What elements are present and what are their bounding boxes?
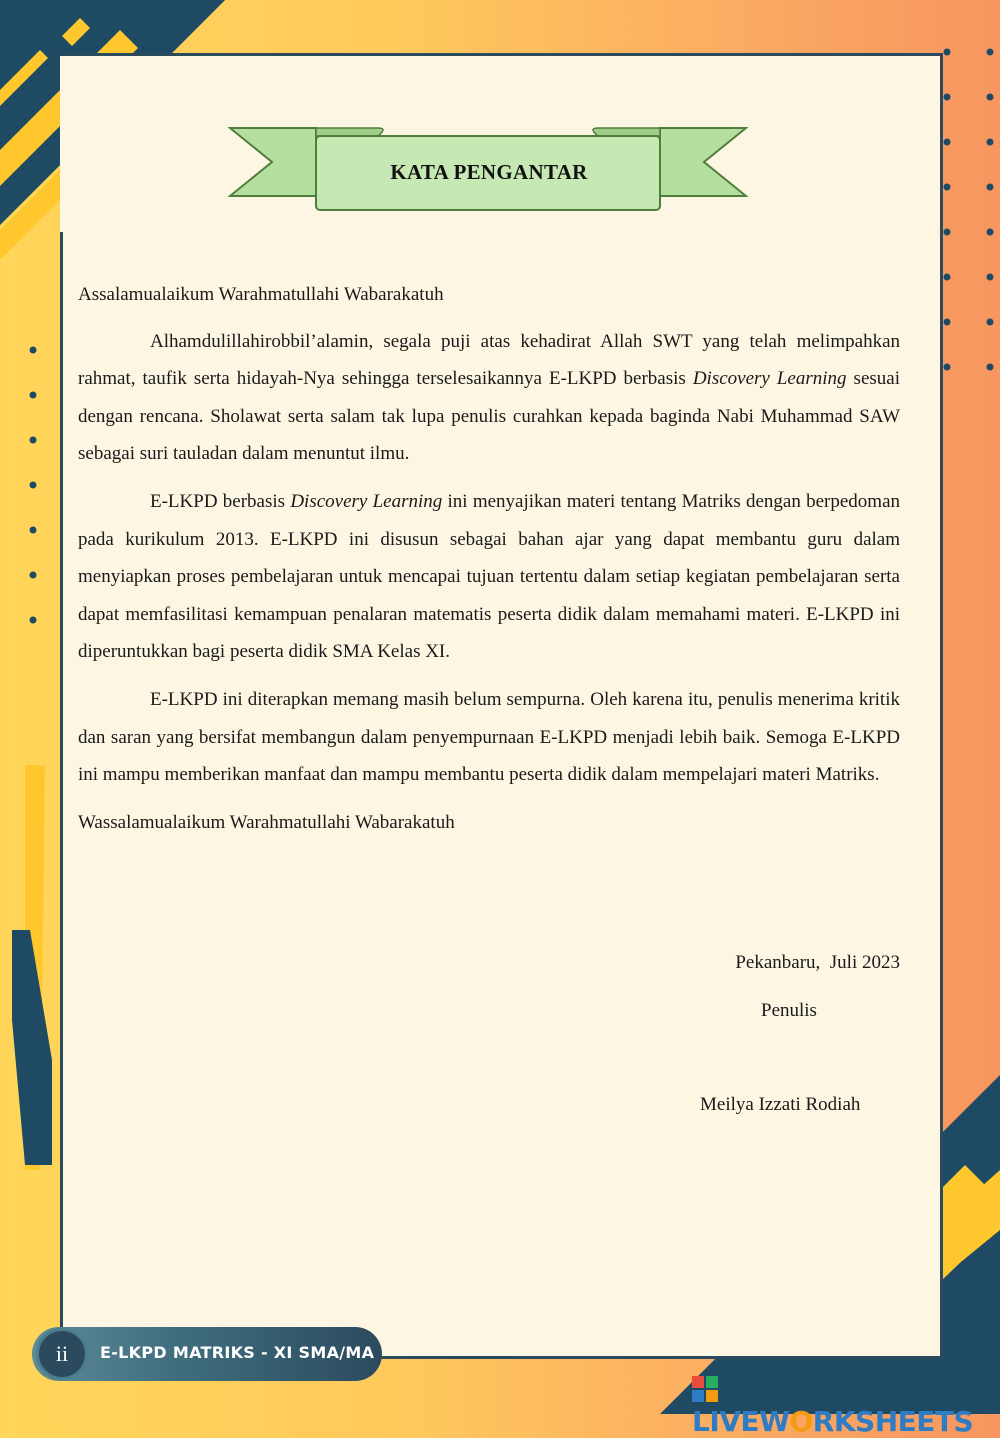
left-dots: [30, 347, 37, 624]
preface-content: [78, 276, 900, 841]
page-number: ii: [36, 1328, 88, 1380]
left-navy-bar: [12, 930, 52, 1165]
signature-name: Meilya Izzati Rodiah: [700, 1094, 861, 1115]
page-title: KATA PENGANTAR: [390, 160, 588, 184]
page-left-border: [60, 232, 63, 1353]
right-dots: [944, 49, 994, 371]
paragraph-3: E-LKPD ini diterapkan memang masih belum sempurna. Oleh karena itu, penulis menerima kritik dan saran yang bersifat membangun dalam penyempurnaan E-LKPD menjadi lebih baik. Semoga E-LKPD ini mampu memberikan manfaat dan mampu membantu peserta didik dalam mempelajari materi Matriks.: [78, 688, 900, 786]
paragraph-2: E-LKPD berbasis Discovery Learning ini menyajikan materi tentang Matriks dengan berpedoman pada kurikulum 2013. E-LKPD ini disusun sebagai bahan ajar yang dapat membantu guru dalam menyiapkan proses pembelajaran untuk mencapai tujuan tertentu dalam setiap kegiatan pembelajaran serta dapat memfasilitasi kemampuan penalaran matematis peserta didik dalam memahami materi. E-LKPD ini diperuntukkan bagi peserta didik SMA Kelas XI.: [78, 490, 901, 663]
signature-place-date: Pekanbaru, Juli 2023: [735, 952, 900, 973]
closing-greeting: Wassalamualaikum Warahmatullahi Wabarakatuh: [78, 811, 455, 833]
footer-label: E-LKPD MATRIKS - XI SMA/MA: [100, 1343, 375, 1362]
liveworksheets-icon: [692, 1376, 718, 1402]
signature-role: Penulis: [761, 1000, 817, 1021]
liveworksheets-watermark: LIVEWORKSHEETS: [692, 1374, 1000, 1406]
greeting: Assalamualaikum Warahmatullahi Wabarakatuh: [78, 284, 444, 305]
paragraph-1: Alhamdulillahirobbil’alamin, segala puji atas kehadirat Allah SWT yang telah melimpahkan rahmat, taufik serta hidayah-Nya sehingga terselesaikannya E-LKPD berbasis Discovery Learning sesuai dengan rencana. Sholawat serta salam tak lupa penulis curahkan kepada baginda Nabi Muhammad SAW sebagai suri tauladan dalam menuntut ilmu.: [78, 330, 900, 465]
